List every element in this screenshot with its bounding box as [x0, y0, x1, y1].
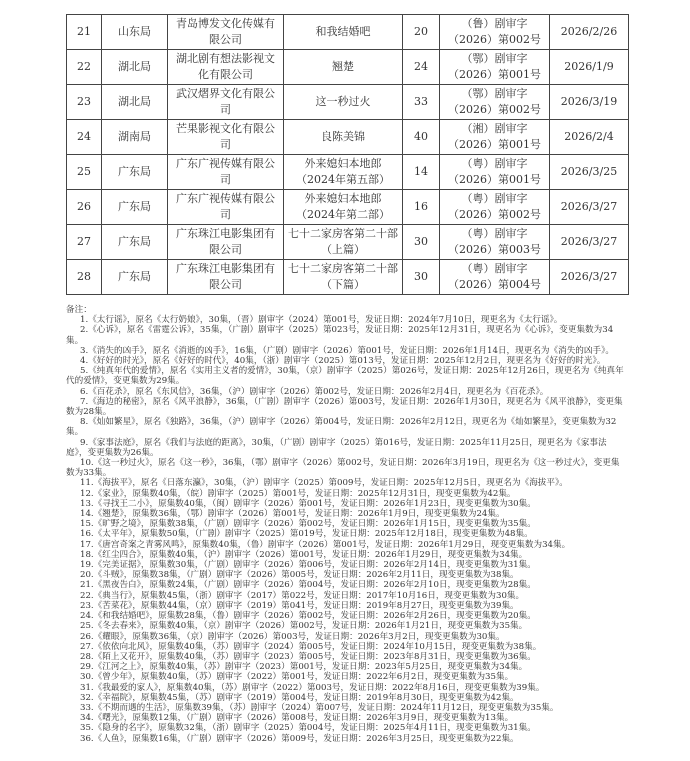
note-item: 13.《寻找王二小》，原集数40集，（闽）剧审字（2026）第001号，发证日期：2026年1月23日，现变更集数为30集。 — [80, 498, 536, 509]
note-item: 6.《百花杀》，原名《东风信》，36集，（沪）剧审字（2026）第002号，发证日期：2026年2月4日，现更名为《百花杀》。 — [80, 386, 549, 397]
note-item: 16.《太平年》，原集数50集，（广剧）剧审字（2025）第019号，发证日期：2025年12月18日，现变更集数为48集。 — [80, 529, 533, 540]
note-item: 10.《这一秒过火》，原名《这一秒》，36集，（鄂）剧审字（2026）第002号，发证日期：2026年3月19日，现更名为《这一秒过火》，变更集数为33集。 — [66, 458, 620, 479]
cell-company: 广东珠江电影集团有限公司 — [168, 225, 284, 260]
cell-bureau: 广东局 — [102, 190, 168, 225]
cell-episodes: 33 — [403, 85, 440, 120]
note-item: 32.《幸福院》，原集数45集，（苏）剧审字（2019）第004号，发证日期：2019年8月30日，现变更集数为42集。 — [80, 692, 519, 703]
table-row — [67, 120, 629, 155]
table-row — [67, 225, 629, 260]
note-item: 1.《太行谣》，原名《太行奶娘》，30集，（晋）剧审字（2024）第001号，发证日期：2024年7月10日，现更名为《太行谣》。 — [80, 315, 563, 326]
note-item: 20.《斗贼》，原集数38集，（广剧）剧审字（2026）第005号，发证日期：2026年2月11日，现变更集数为38集。 — [80, 570, 519, 581]
cell-company: 武汉熠界文化有限公司 — [168, 85, 284, 120]
cell-date: 2026/2/26 — [550, 15, 629, 50]
cell-no: 21 — [67, 15, 102, 50]
note-item: 3.《消失的凶手》，原名《消逝的凶手》，16集，（广剧）剧审字（2026）第001号，发证日期：2026年1月14日，现更名为《消失的凶手》。 — [80, 345, 614, 356]
cell-license: （粤）剧审字（2026）第001号 — [440, 155, 550, 190]
note-item: 30.《曾少年》，原集数40集，（苏）剧审字（2022）第001号，发证日期：2022年6月2日，现变更集数为35集。 — [80, 672, 514, 683]
cell-title: 七十二家房客第二十部（上篇） — [284, 225, 403, 260]
cell-license: （鲁）剧审字（2026）第002号 — [440, 15, 550, 50]
cell-bureau: 湖南局 — [102, 120, 168, 155]
cell-no: 23 — [67, 85, 102, 120]
cell-company: 青岛博发文化传媒有限公司 — [168, 15, 284, 50]
cell-episodes: 14 — [403, 155, 440, 190]
cell-license: （粤）剧审字（2026）第004号 — [440, 260, 550, 295]
notes-heading: 备注： — [66, 305, 92, 315]
note-item: 31.《我最爱的家人》，原集数40集，（苏）剧审字（2022）第003号，发证日期：2022年8月16日，现变更集数为39集。 — [80, 682, 545, 693]
note-item: 14.《翘楚》，原集数36集，（鄂）剧审字（2026）第001号，发证日期：2026年1月9日，现变更集数为24集。 — [80, 509, 505, 520]
cell-episodes: 24 — [403, 50, 440, 85]
cell-title: 良陈美锦 — [284, 120, 403, 155]
note-item: 33.《不期而遇的生活》，原集数39集，（苏）剧审字（2024）第007号，发证日期：2024年11月12日，现变更集数为35集。 — [80, 702, 559, 713]
cell-title: 七十二家房客第二十部（下篇） — [284, 260, 403, 295]
cell-license: （湘）剧审字（2026）第001号 — [440, 120, 550, 155]
note-item: 22.《典当行》，原集数45集，（浙）剧审字（2017）第022号，发证日期：2017年10月16日，现变更集数为30集。 — [80, 590, 525, 601]
cell-bureau: 湖北局 — [102, 85, 168, 120]
note-item: 29.《江河之上》，原集数40集，（苏）剧审字（2023）第001号，发证日期：2023年5月25日，现变更集数为34集。 — [80, 662, 528, 673]
note-item: 2.《心诉》，原名《雷霆公诉》，35集，（广剧）剧审字（2025）第023号，发证日期：2025年12月31日，现更名为《心诉》，变更集数为34集。 — [66, 325, 614, 346]
note-item: 19.《完美证据》，原集数30集，（广剧）剧审字（2026）第006号，发证日期：2026年2月14日，现变更集数为31集。 — [80, 560, 536, 571]
cell-license: （鄂）剧审字（2026）第002号 — [440, 85, 550, 120]
table-row — [67, 190, 629, 225]
note-item: 7.《海边的秘密》，原名《风平浪静》，36集，（广剧）剧审字（2026）第003号，发证日期：2026年1月30日，现更名为《风平浪静》，变更集数为28集。 — [66, 396, 623, 418]
cell-title: 这一秒过火 — [284, 85, 403, 120]
note-item: 17.《唐宫奇案之青雾风鸣》，原集数40集，（鲁）剧审字（2026）第001号，发证日期：2026年1月29日，现变更集数为34集。 — [80, 539, 571, 550]
cell-date: 2026/3/27 — [550, 225, 629, 260]
cell-episodes: 16 — [403, 190, 440, 225]
note-item: 5.《纯真年代的爱情》，原名《实用主义者的爱情》，30集，（京）剧审字（2025）第026号，发证日期：2025年12月26日，现更名为《纯真年代的爱情》，变更集数为29集。 — [66, 366, 624, 387]
note-item: 21.《黑夜告白》，原集数24集，（广剧）剧审字（2026）第004号，发证日期：2026年2月10日，现变更集数为28集。 — [80, 580, 536, 591]
cell-episodes: 30 — [403, 260, 440, 295]
cell-no: 26 — [67, 190, 102, 225]
note-item: 12.《家业》，原集数40集，（皖）剧审字（2025）第001号，发证日期：2025年12月31日，现变更集数为42集。 — [80, 488, 516, 499]
cell-bureau: 广东局 — [102, 260, 168, 295]
note-item: 18.《红尘四合》，原集数40集，（沪）剧审字（2026）第001号，发证日期：2026年1月29日，现变更集数为34集。 — [80, 549, 528, 560]
cell-date: 2026/1/9 — [550, 50, 629, 85]
cell-date: 2026/3/27 — [550, 190, 629, 225]
cell-title: 外来媳妇本地郎（2024年第五部） — [284, 155, 403, 190]
cell-episodes: 20 — [403, 15, 440, 50]
note-item: 15.《旷野之境》，原集数38集，（广剧）剧审字（2026）第002号，发证日期：2026年1月15日，现变更集数为35集。 — [80, 519, 536, 530]
cell-date: 2026/3/27 — [550, 260, 629, 295]
cell-no: 25 — [67, 155, 102, 190]
note-item: 24.《和我结婚吧》，原集数28集，（鲁）剧审字（2026）第002号，发证日期：2026年2月26日，现变更集数为20集。 — [80, 611, 536, 622]
note-item: 4.《好好的时光》，原名《好好的时代》，40集，（浙）剧审字（2025）第013号，发证日期：2025年12月2日，现更名为《好好的时光》。 — [80, 356, 606, 367]
table-row — [67, 50, 629, 85]
drama-approval-table — [66, 14, 629, 295]
table-row — [67, 260, 629, 295]
cell-no: 27 — [67, 225, 102, 260]
note-item: 27.《依依向北风》，原集数40集，（苏）剧审字（2024）第005号，发证日期：2024年10月15日，现变更集数为38集。 — [80, 641, 542, 652]
cell-company: 广东珠江电影集团有限公司 — [168, 260, 284, 295]
cell-title: 翘楚 — [284, 50, 403, 85]
cell-company: 广东广视传媒有限公司 — [168, 155, 284, 190]
note-item: 36.《人鱼》，原集数16集，（广剧）剧审字（2026）第009号，发证日期：2026年3月25日，现变更集数为22集。 — [80, 733, 519, 744]
cell-license: （粤）剧审字（2026）第002号 — [440, 190, 550, 225]
notes-section — [66, 305, 626, 744]
note-item: 25.《冬去春来》，原集数40集，（京）剧审字（2026）第002号，发证日期：2026年1月21日，现变更集数为35集。 — [80, 621, 528, 632]
cell-bureau: 广东局 — [102, 155, 168, 190]
cell-no: 28 — [67, 260, 102, 295]
note-item: 11.《海拔平》，原名《日落东瀛》，30集，（沪）剧审字（2025）第009号，发证日期：2025年12月5日，现更名为《海拔平》。 — [80, 478, 568, 489]
cell-episodes: 40 — [403, 120, 440, 155]
cell-title: 和我结婚吧 — [284, 15, 403, 50]
cell-no: 24 — [67, 120, 102, 155]
table-row — [67, 15, 629, 50]
cell-date: 2026/3/25 — [550, 155, 629, 190]
note-item: 9.《家事法庭》，原名《我们与法庭的距离》，30集，（广剧）剧审字（2025）第016号，发证日期：2025年11月25日，现更名为《家事法庭》，变更集数为26集。 — [66, 437, 607, 458]
note-item: 8.《灿如繁星》，原名《独路》，36集，（沪）剧审字（2026）第004号，发证日期：2026年2月12日，现更名为《灿如繁星》，变更集数为32集。 — [66, 417, 617, 438]
cell-bureau: 广东局 — [102, 225, 168, 260]
table-row — [67, 155, 629, 190]
cell-license: （鄂）剧审字（2026）第001号 — [440, 50, 550, 85]
cell-bureau: 湖北局 — [102, 50, 168, 85]
cell-license: （粤）剧审字（2026）第003号 — [440, 225, 550, 260]
note-item: 28.《陌上又花开》，原集数40集，（苏）剧审字（2023）第005号，发证日期：2023年8月31日，现变更集数为36集。 — [80, 651, 536, 662]
cell-date: 2026/3/19 — [550, 85, 629, 120]
cell-company: 芒果影视文化有限公司 — [168, 120, 284, 155]
note-item: 23.《苦菜花》，原集数44集，（京）剧审字（2019）第041号，发证日期：2019年8月27日，现变更集数为39集。 — [80, 600, 519, 611]
cell-company: 湖北剧有想法影视文化有限公司 — [168, 50, 284, 85]
cell-bureau: 山东局 — [102, 15, 168, 50]
table-row — [67, 85, 629, 120]
cell-title: 外来媳妇本地郎（2024年第二部） — [284, 190, 403, 225]
cell-company: 广东广视传媒有限公司 — [168, 190, 284, 225]
note-item: 26.《耀眼》，原集数36集，（京）剧审字（2026）第003号，发证日期：2026年3月2日，现变更集数为30集。 — [80, 631, 505, 642]
note-item: 35.《隐身的名字》，原集数32集，（浙）剧审字（2025）第004号，发证日期：2025年4月11日，现变更集数为31集。 — [80, 723, 536, 734]
cell-episodes: 30 — [403, 225, 440, 260]
cell-date: 2026/2/4 — [550, 120, 629, 155]
cell-no: 22 — [67, 50, 102, 85]
note-item: 34.《曙光》，原集数12集，（广剧）剧审字（2026）第008号，发证日期：2026年3月9日，现变更集数为13集。 — [80, 713, 514, 724]
